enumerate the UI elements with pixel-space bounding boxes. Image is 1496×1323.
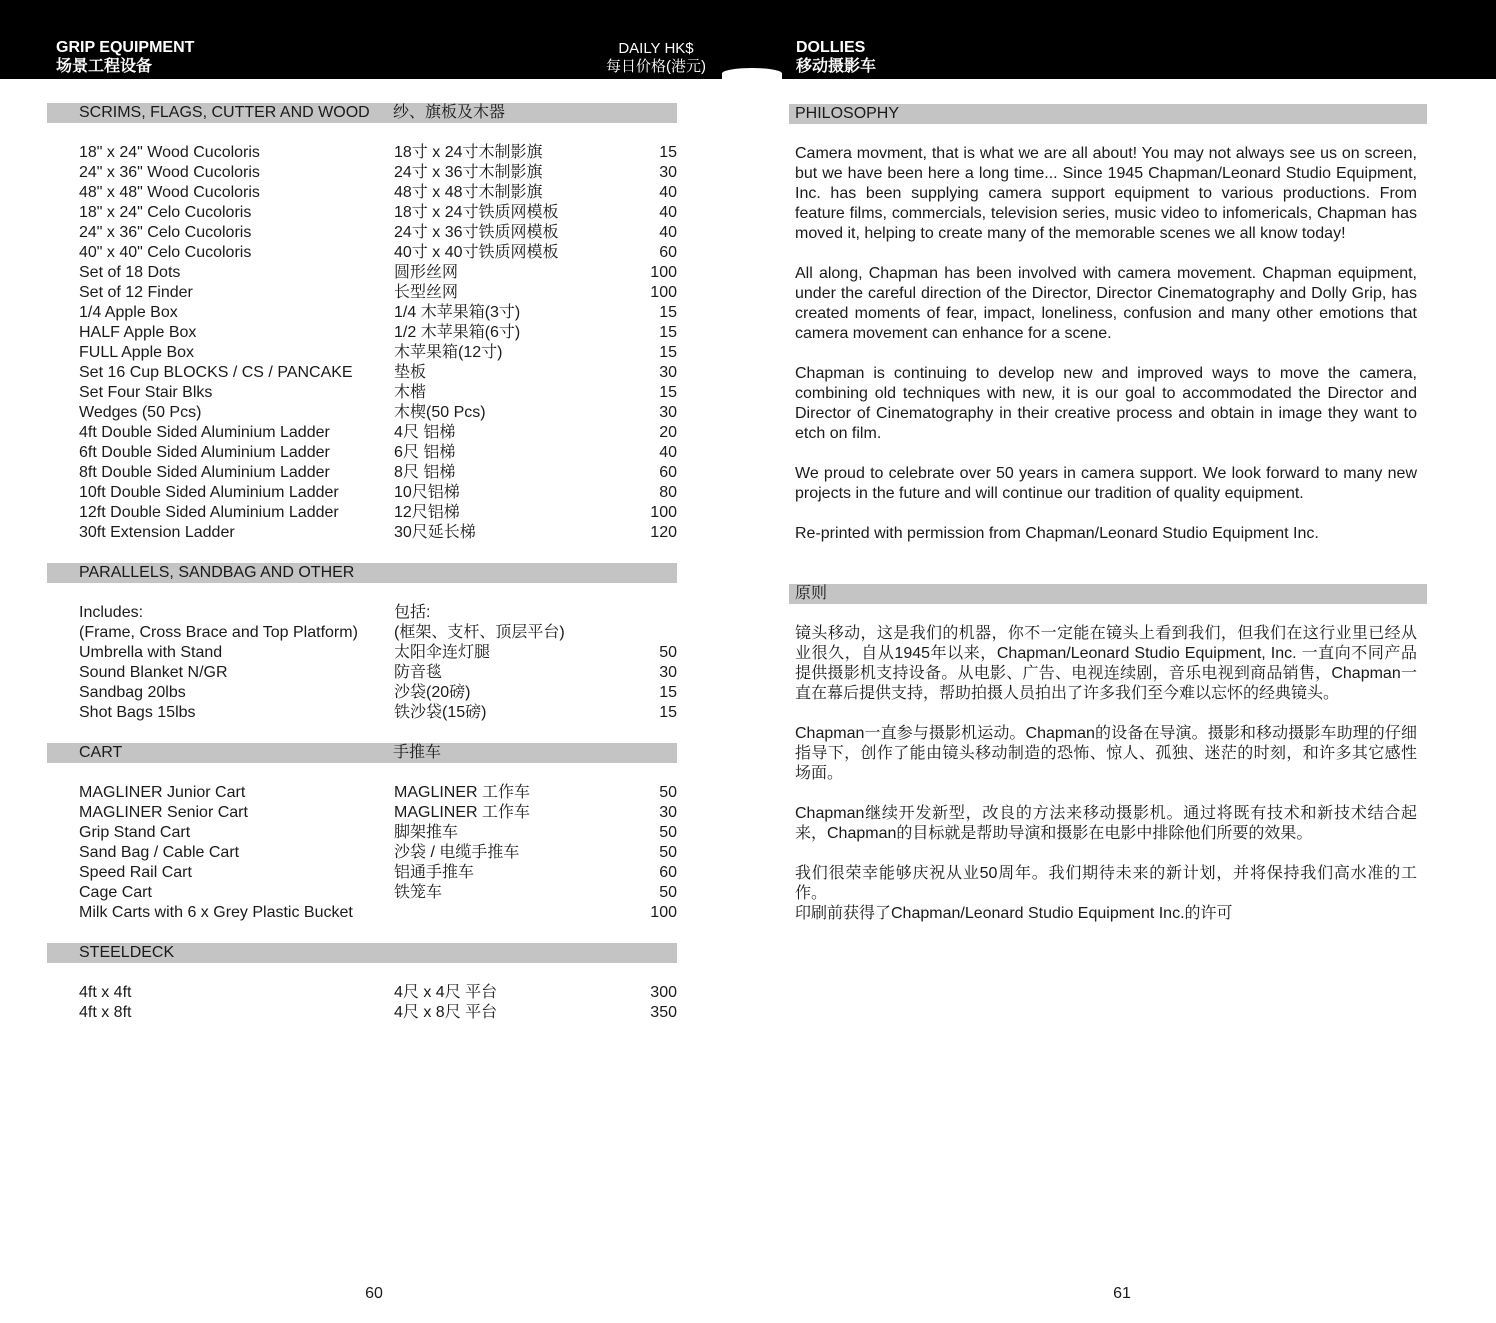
item-name: 12ft Double Sided Aluminium Ladder	[79, 504, 339, 521]
item-name: MAGLINER Senior Cart	[79, 804, 248, 821]
item-price: 60	[659, 864, 677, 881]
item-price: 60	[659, 464, 677, 481]
item-name: 40" x 40" Celo Cucoloris	[79, 244, 252, 261]
item-price: 50	[659, 784, 677, 801]
item-name: Set Four Stair Blks	[79, 384, 213, 401]
item-name-cn: 包括:	[394, 604, 431, 621]
section-title-en: PARALLELS, SANDBAG AND OTHER	[79, 564, 355, 581]
item-price: 30	[659, 404, 677, 421]
item-name: Cage Cart	[79, 884, 152, 901]
item-price: 80	[659, 484, 677, 501]
item-price: 120	[650, 524, 677, 541]
item-name: Sand Bag / Cable Cart	[79, 844, 240, 861]
item-price: 15	[659, 144, 677, 161]
item-name-cn: 防音毯	[394, 664, 443, 681]
item-name: Set 16 Cup BLOCKS / CS / PANCAKE	[79, 364, 353, 381]
table-row	[79, 203, 677, 223]
item-name-cn: 8尺 铝梯	[394, 464, 456, 481]
item-name-cn: 4尺 铝梯	[394, 424, 456, 441]
section-title-en: CART	[79, 744, 123, 761]
item-price: 30	[659, 804, 677, 821]
table-row	[79, 223, 677, 243]
section-header-steeldeck	[47, 943, 677, 963]
section-header-cart	[47, 743, 677, 763]
table-row	[79, 703, 677, 723]
price-list-parallels	[79, 603, 677, 723]
left-title-en: GRIP EQUIPMENT	[56, 39, 195, 56]
table-row	[79, 643, 677, 663]
principle-title: 原则	[795, 585, 828, 602]
item-price: 40	[659, 224, 677, 241]
item-name-cn: 长型丝网	[394, 284, 459, 301]
table-row	[79, 603, 677, 623]
item-name-cn: MAGLINER 工作车	[394, 784, 531, 801]
item-name: 18" x 24" Celo Cucoloris	[79, 204, 252, 221]
item-price: 20	[659, 424, 677, 441]
item-name-cn: 12尺铝梯	[394, 504, 460, 521]
item-name-cn: 木楷	[394, 384, 427, 401]
table-row	[79, 143, 677, 163]
price-header-cn: 每日价格(港元)	[606, 58, 706, 75]
item-price: 100	[650, 284, 677, 301]
item-name: 10ft Double Sided Aluminium Ladder	[79, 484, 339, 501]
item-name: Speed Rail Cart	[79, 864, 192, 881]
principle-paragraph-1: 镜头移动，这是我们的机器，你不一定能在镜头上看到我们，但我们在这行业里已经从业很久，自从1945年以来，Chapman/Leonard Studio Equipment, Inc. 一直向不同产品提供摄影机支持设备。从电影、广告、电视连续剧，音乐电视到商品销售，Chapman一直在幕后提供支持，帮助拍摄人员拍出了许多我们至今难以忘怀的经典镜头。	[795, 625, 1417, 702]
section-header-philosophy	[789, 104, 1427, 124]
item-name: HALF Apple Box	[79, 324, 197, 341]
table-row	[79, 803, 677, 823]
item-price: 50	[659, 824, 677, 841]
left-title-cn: 场景工程设备	[56, 58, 153, 75]
item-name: 4ft x 4ft	[79, 984, 132, 1001]
table-row	[79, 303, 677, 323]
philosophy-paragraph-4: We proud to celebrate over 50 years in camera support. We look forward to many new projects in the future and will continue our tradition of quality equipment.	[795, 465, 1417, 502]
table-row	[79, 323, 677, 343]
item-name: 18" x 24" Wood Cucoloris	[79, 144, 260, 161]
right-title-cn: 移动摄影车	[796, 58, 877, 75]
item-price: 350	[650, 1004, 677, 1021]
item-name: Includes:	[79, 604, 144, 621]
item-name-cn: 40寸 x 40寸铁质网模板	[394, 244, 559, 261]
item-name-cn: 木楔(50 Pcs)	[394, 404, 486, 421]
item-price: 40	[659, 204, 677, 221]
item-price: 50	[659, 884, 677, 901]
item-price: 100	[650, 264, 677, 281]
item-name: 8ft Double Sided Aluminium Ladder	[79, 464, 330, 481]
table-row	[79, 383, 677, 403]
right-title-en: DOLLIES	[796, 39, 866, 56]
item-price: 100	[650, 904, 677, 921]
section-title-cn: 手推车	[393, 744, 442, 761]
item-price: 15	[659, 304, 677, 321]
table-row	[79, 443, 677, 463]
item-name-cn: 1/2 木苹果箱(6寸)	[394, 324, 521, 341]
item-name-cn: 10尺铝梯	[394, 484, 460, 501]
item-name: Sandbag 20lbs	[79, 684, 186, 701]
item-name: 48" x 48" Wood Cucoloris	[79, 184, 260, 201]
item-price: 30	[659, 164, 677, 181]
philosophy-paragraph-2: All along, Chapman has been involved with camera movement. Chapman equipment, under the careful direction of the Director, Director Cinematography and Dolly Grip, has created moments of fear, impact, loneliness, confusion and many other emotions that camera movement can enhance for a scene.	[795, 265, 1417, 342]
item-price: 40	[659, 444, 677, 461]
item-name-cn: 48寸 x 48寸木制影旗	[394, 184, 543, 201]
item-name: 1/4 Apple Box	[79, 304, 178, 321]
price-list-cart	[79, 783, 677, 923]
item-name: Shot Bags 15lbs	[79, 704, 196, 721]
philosophy-paragraph-5: Re-printed with permission from Chapman/Leonard Studio Equipment Inc.	[795, 525, 1319, 542]
item-price: 15	[659, 704, 677, 721]
item-name-cn: 18寸 x 24寸铁质网模板	[394, 204, 559, 221]
item-name-cn: 4尺 x 8尺 平台	[394, 1004, 498, 1021]
section-title-en: STEELDECK	[79, 944, 175, 961]
table-row	[79, 183, 677, 203]
principle-paragraph-3: Chapman继续开发新型，改良的方法来移动摄影机。通过将既有技术和新技术结合起来，Chapman的目标就是帮助导演和摄影在电影中排除他们所要的效果。	[795, 805, 1417, 842]
table-row	[79, 263, 677, 283]
item-name-cn: 铁笼车	[394, 884, 443, 901]
item-name-cn: 垫板	[394, 364, 427, 381]
table-row	[79, 423, 677, 443]
price-list-steeldeck	[79, 983, 677, 1023]
table-row	[79, 243, 677, 263]
item-name-cn: 6尺 铝梯	[394, 444, 456, 461]
item-name: MAGLINER Junior Cart	[79, 784, 246, 801]
right-page-title	[796, 38, 876, 76]
item-price: 15	[659, 684, 677, 701]
table-row	[79, 503, 677, 523]
item-price: 30	[659, 364, 677, 381]
left-page-title	[56, 38, 194, 76]
table-row	[79, 463, 677, 483]
item-name: Wedges (50 Pcs)	[79, 404, 202, 421]
table-row	[79, 403, 677, 423]
table-row	[79, 343, 677, 363]
table-row	[79, 823, 677, 843]
table-row	[79, 843, 677, 863]
price-list-scrims	[79, 143, 677, 543]
item-name-cn: 沙袋(20磅)	[394, 684, 471, 701]
table-row	[79, 783, 677, 803]
table-row	[79, 883, 677, 903]
item-name-cn: 24寸 x 36寸铁质网模板	[394, 224, 559, 241]
item-price: 50	[659, 844, 677, 861]
item-name-cn: 30尺延长梯	[394, 524, 476, 541]
item-price: 40	[659, 184, 677, 201]
table-row	[79, 863, 677, 883]
table-row	[79, 523, 677, 543]
table-row	[79, 663, 677, 683]
item-name-cn: 4尺 x 4尺 平台	[394, 984, 498, 1001]
item-name-cn: 圆形丝网	[394, 264, 459, 281]
item-name-cn: MAGLINER 工作车	[394, 804, 531, 821]
table-row	[79, 623, 677, 643]
table-row	[79, 363, 677, 383]
item-name: Umbrella with Stand	[79, 644, 223, 661]
principle-paragraph-2: Chapman一直参与摄影机运动。Chapman的设备在导演。摄影和移动摄影车助理的仔细指导下，创作了能由镜头移动制造的恐怖、惊人、孤独、迷茫的时刻，和许多其它感性场面。	[795, 725, 1417, 782]
principle-paragraph-5: 印刷前获得了Chapman/Leonard Studio Equipment Inc.的许可	[795, 905, 1233, 922]
item-name-cn: 沙袋 / 电缆手推车	[394, 844, 520, 861]
table-row	[79, 1003, 677, 1023]
principle-paragraph-4: 我们很荣幸能够庆祝从业50周年。我们期待未来的新计划，并将保持我们高水准的工作。	[795, 865, 1417, 902]
section-title-en: SCRIMS, FLAGS, CUTTER AND WOOD	[79, 104, 370, 121]
item-name-cn: (框架、支杆、顶层平台)	[394, 624, 565, 641]
item-name: Milk Carts with 6 x Grey Plastic Bucket	[79, 904, 353, 921]
item-name-cn: 脚架推车	[394, 824, 459, 841]
item-name-cn: 铁沙袋(15磅)	[394, 704, 487, 721]
item-price: 60	[659, 244, 677, 261]
price-header-en: DAILY HK$	[618, 40, 694, 57]
item-name-cn: 铝通手推车	[394, 864, 475, 881]
item-name: FULL Apple Box	[79, 344, 195, 361]
item-name: Sound Blanket N/GR	[79, 664, 228, 681]
item-name-cn: 1/4 木苹果箱(3寸)	[394, 304, 521, 321]
table-row	[79, 483, 677, 503]
item-name-cn: 18寸 x 24寸木制影旗	[394, 144, 543, 161]
item-price: 15	[659, 384, 677, 401]
item-name: 24" x 36" Celo Cucoloris	[79, 224, 252, 241]
section-header-scrims	[47, 103, 677, 123]
page-number-left: 60	[365, 1285, 383, 1302]
page-number-right: 61	[1113, 1285, 1131, 1302]
item-name: Set of 18 Dots	[79, 264, 181, 281]
item-price: 15	[659, 324, 677, 341]
item-name: (Frame, Cross Brace and Top Platform)	[79, 624, 358, 641]
table-row	[79, 163, 677, 183]
item-name: 24" x 36" Wood Cucoloris	[79, 164, 260, 181]
item-name: Set of 12 Finder	[79, 284, 193, 301]
item-price: 15	[659, 344, 677, 361]
item-price: 50	[659, 644, 677, 661]
item-price: 100	[650, 504, 677, 521]
item-name: 6ft Double Sided Aluminium Ladder	[79, 444, 330, 461]
item-name: Grip Stand Cart	[79, 824, 191, 841]
section-header-parallels	[47, 563, 677, 583]
philosophy-title: PHILOSOPHY	[795, 105, 900, 122]
philosophy-paragraph-3: Chapman is continuing to develop new and improved ways to move the camera, combining old techniques with new, it is our goal to accommodated the Director and Director of Cinematography in their creative process and obtain in image they want to etch on film.	[795, 365, 1417, 442]
section-header-principle	[789, 584, 1427, 604]
table-row	[79, 983, 677, 1003]
item-price: 300	[650, 984, 677, 1001]
item-name-cn: 木苹果箱(12寸)	[394, 344, 503, 361]
item-name-cn: 太阳伞连灯腿	[394, 644, 491, 661]
item-name: 4ft x 8ft	[79, 1004, 132, 1021]
section-title-cn: 纱、旗板及木器	[393, 104, 506, 121]
table-row	[79, 683, 677, 703]
table-row	[79, 903, 677, 923]
table-row	[79, 283, 677, 303]
philosophy-paragraph-1: Camera movment, that is what we are all about! You may not always see us on screen, but we have been here a long time... Since 1945 Chapman/Leonard Studio Equipment, Inc. has been supplying camera support equipment to various productions. From feature films, commercials, television series, music video to infomericals, Chapman has moved it, helping to create many of the memorable scenes we all know today!	[795, 145, 1417, 242]
item-name: 4ft Double Sided Aluminium Ladder	[79, 424, 330, 441]
item-name: 30ft Extension Ladder	[79, 524, 235, 541]
item-name-cn: 24寸 x 36寸木制影旗	[394, 164, 543, 181]
item-price: 30	[659, 664, 677, 681]
price-column-header	[556, 40, 756, 76]
